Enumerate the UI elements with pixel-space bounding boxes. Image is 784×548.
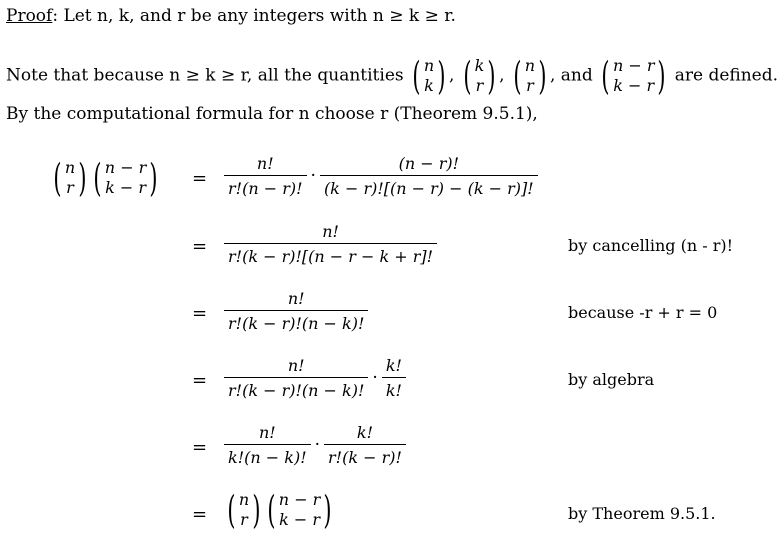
equals-sign: = — [192, 303, 208, 324]
step-expression: $\frac{n!}{k!(n - k)!}$ · $\frac{k!}{r!(k - r)!}$ — [224, 423, 406, 467]
equals-sign: = — [192, 370, 208, 391]
and-text: , and — [549, 65, 593, 86]
proof-label: Proof — [6, 6, 53, 26]
quantities-suffix: are defined. — [674, 65, 779, 86]
proof-intro-text: : Let n, k, and r be any integers with n ≥ k ≥ r. — [52, 6, 456, 26]
step-reason: by algebra — [568, 370, 655, 389]
step-expression: $\frac{n!}{r!(n - r)!}$ · $\frac{(n - r)!}{(k - r)![(n - r) - (k - r)]!}$ — [224, 154, 538, 198]
step-expression: ( n r ) ( n − r k − r ) — [227, 488, 332, 532]
step-reason: by Theorem 9.5.1. — [568, 504, 716, 523]
equation-step-4 — [0, 419, 784, 479]
binom-n-r: ( n r ) — [513, 54, 547, 98]
binom-n-k: ( n k ) — [412, 54, 446, 98]
equation-step-5 — [0, 486, 784, 546]
step-expression: $\frac{n!}{r!(k - r)![(n - r - k + r]!}$ — [224, 222, 437, 266]
step-expression: $\frac{n!}{r!(k - r)!(n - k)!}$ — [224, 289, 368, 333]
quantities-defined-line: Note that because n ≥ k ≥ r, all the quantities ( n k ) , ( k r ) , ( n r ) , and ( n − r k − r ) are defined. — [6, 54, 779, 98]
equation-step-0 — [0, 150, 784, 210]
equation-step-2 — [0, 285, 784, 345]
step-reason: by cancelling (n - r)! — [568, 236, 734, 255]
computational-formula-text: By the computational formula for n choose r (Theorem 9.5.1), — [6, 104, 538, 124]
binom-k-r: ( k r ) — [463, 54, 496, 98]
computational-formula-line — [6, 104, 538, 124]
step-reason: because -r + r = 0 — [568, 303, 718, 322]
equals-sign: = — [192, 504, 208, 525]
equals-sign: = — [192, 236, 208, 257]
equals-sign: = — [192, 168, 208, 189]
equation-step-3 — [0, 352, 784, 412]
equation-lhs: ( n r ) ( n − r k − r ) — [53, 156, 158, 200]
equation-step-1 — [0, 218, 784, 278]
binom-nr-kr: ( n − r k − r ) — [601, 54, 666, 98]
step-expression: $\frac{n!}{r!(k - r)!(n - k)!}$ · $\frac{k!}{k!}$ — [224, 356, 406, 400]
equals-sign: = — [192, 437, 208, 458]
quantities-prefix: Note that because n ≥ k ≥ r, all the quantities — [6, 65, 404, 86]
proof-intro-line — [6, 6, 456, 26]
